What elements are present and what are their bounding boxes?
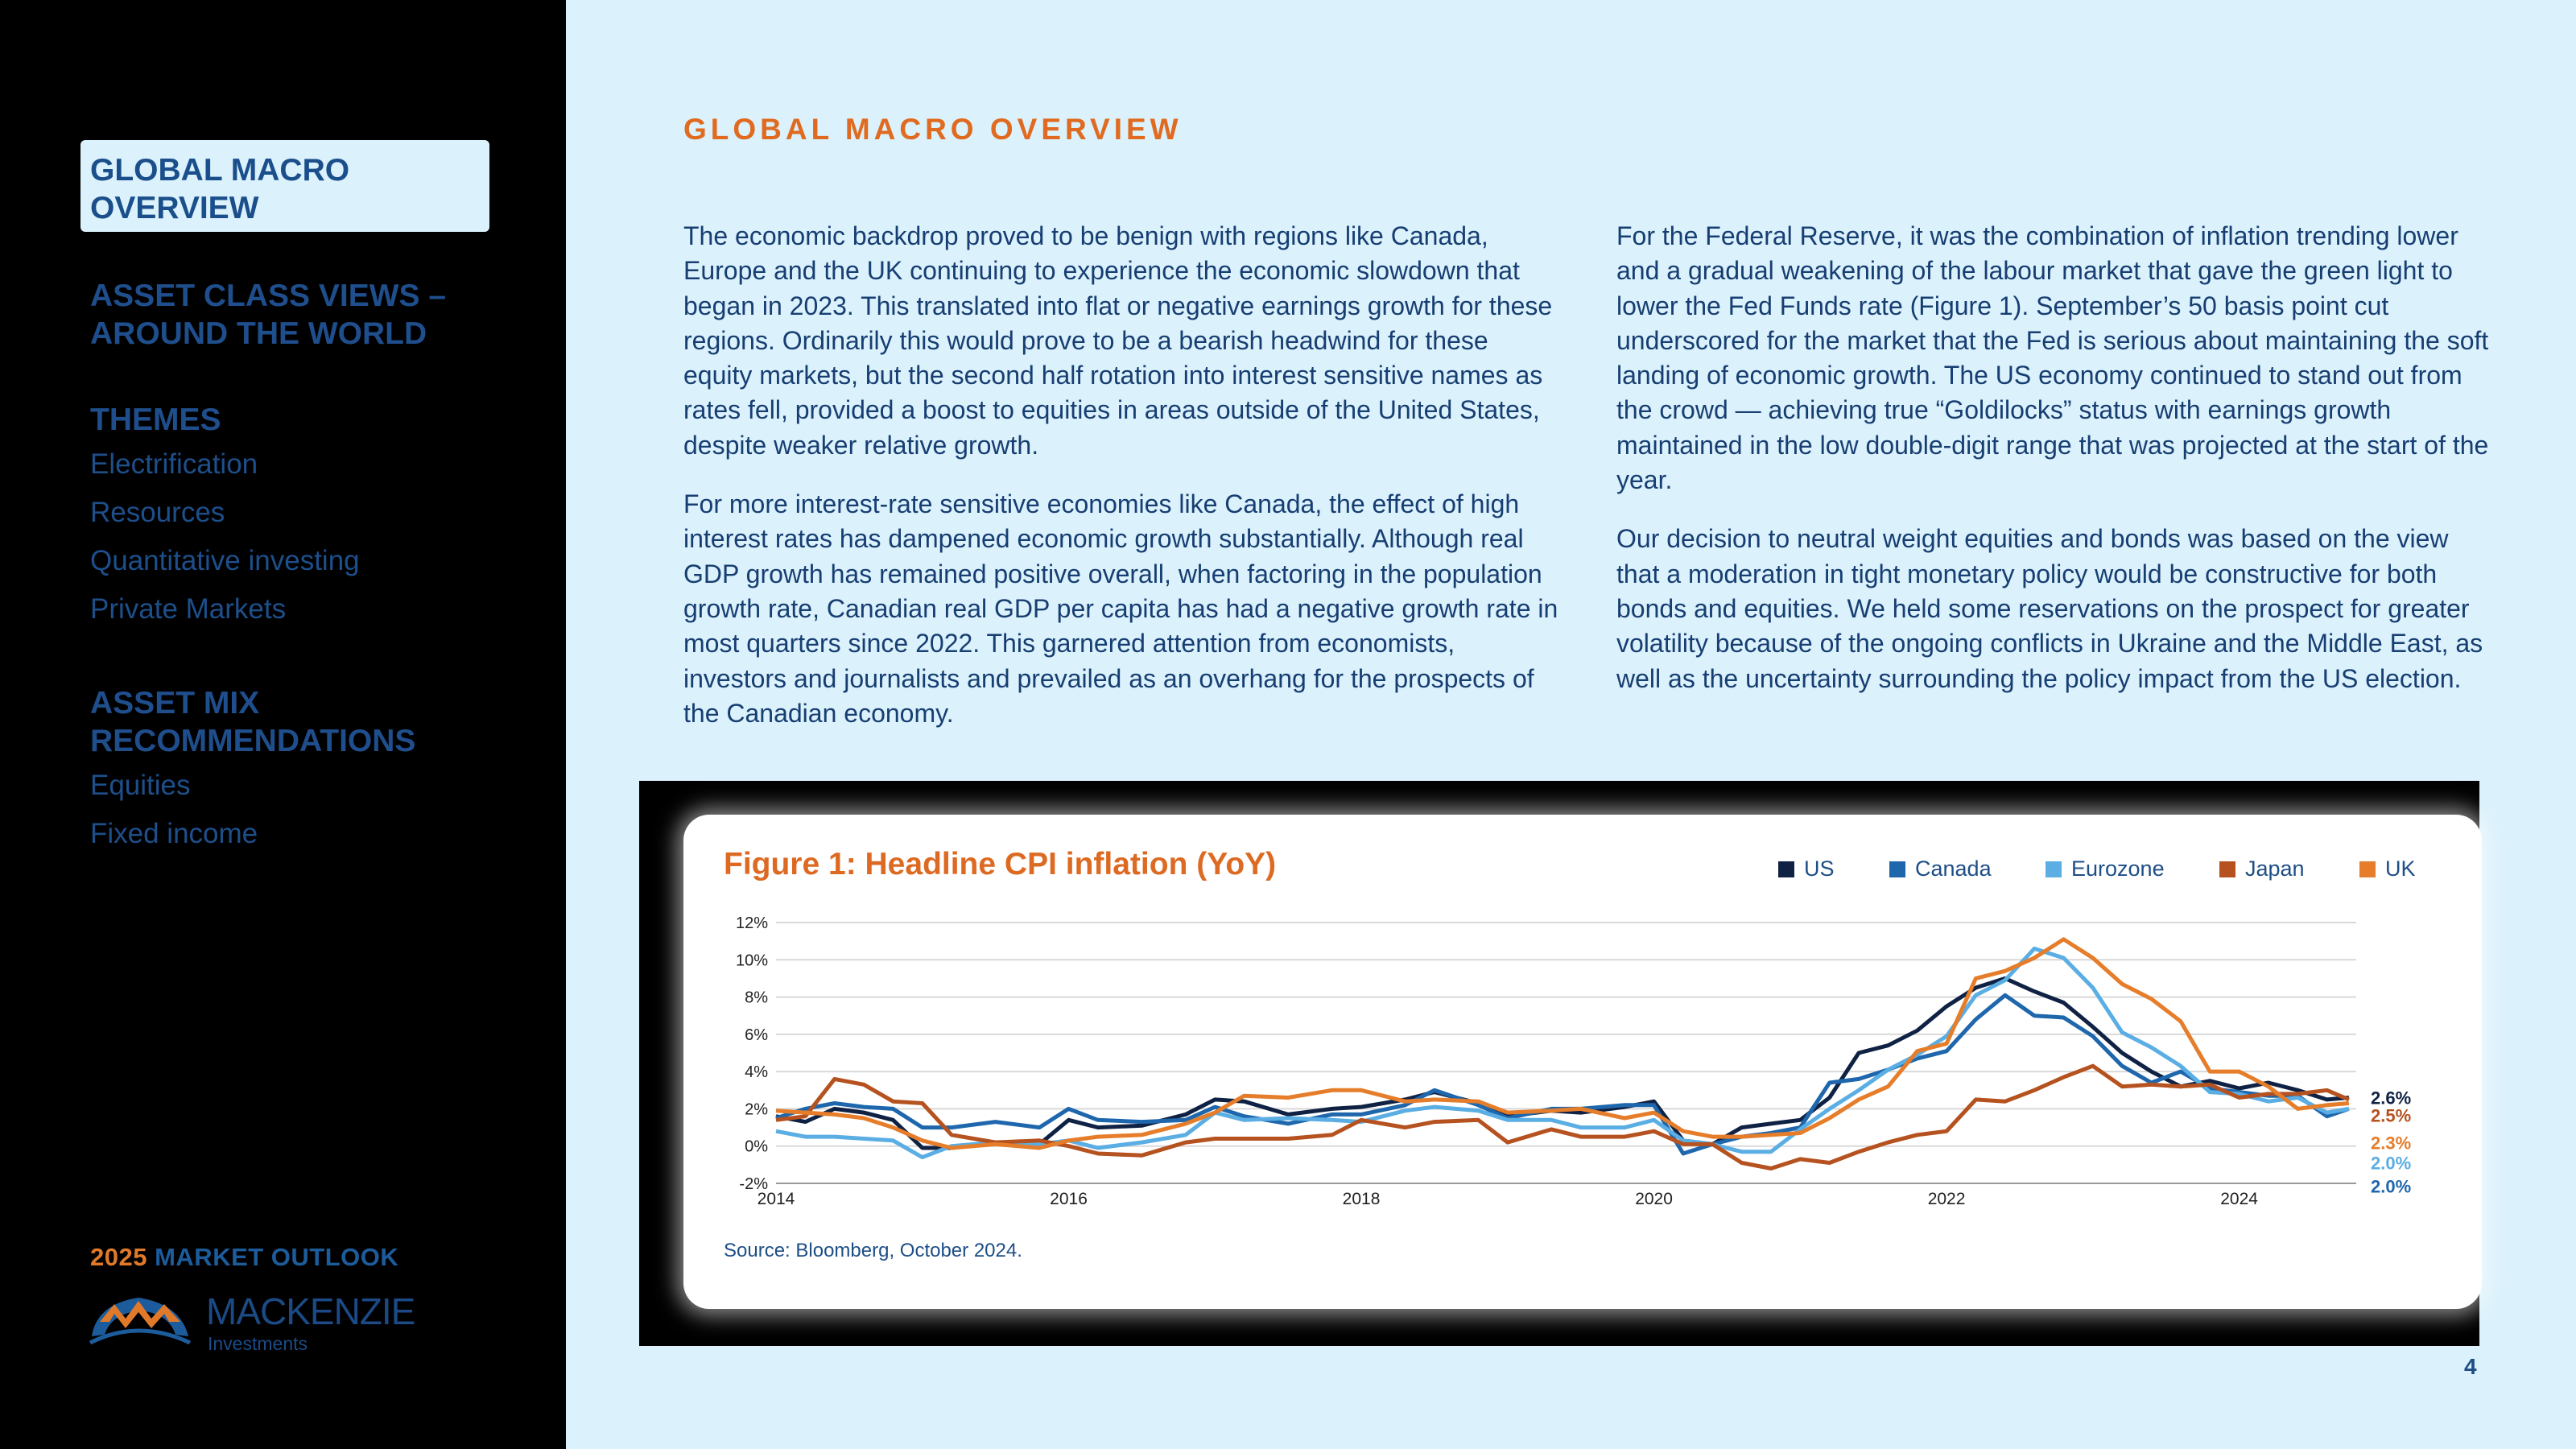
paragraph: For more interest-rate sensitive economies like Canada, the effect of high interest rates has dampened economic growth substantially. Although real GDP growth has remained positive overall, when factoring in the population growth rate, Canadian real GDP per capita has had a negative growth rate in most quarters since 2022. This garnered attention from economists, investors and journalists and prevailed as an overhang for the prospects of the Canadian economy. xyxy=(683,489,1558,728)
nav-item-private-markets[interactable]: Private Markets xyxy=(90,593,287,625)
nav-item-fixed-income[interactable]: Fixed income xyxy=(90,818,258,849)
mackenzie-logo-icon xyxy=(89,1286,193,1351)
paragraph: For the Federal Reserve, it was the combination of inflation trending lower and a gradual weakening of the labour market that gave the green light to lower the Fed Funds rate (Figure 1). September’s 50 basis point cut underscored for the market that the Fed is serious about maintaining the soft landing of economic growth. The US economy continued to stand out from the crowd — achieving true “Goldilocks” status with earnings growth maintained in the low double-digit range that was projected at the start of the year. xyxy=(1616,221,2489,495)
sidebar xyxy=(0,0,566,1449)
x-tick-label: 2024 xyxy=(2220,1190,2258,1208)
nav-item-resources[interactable]: Resources xyxy=(90,497,225,528)
nav-item-asset-class-views[interactable] xyxy=(90,277,541,353)
legend-label: Canada xyxy=(1915,857,1992,881)
nav-section-header[interactable]: ASSET MIX RECOMMENDATIONS xyxy=(90,686,416,758)
x-tick-label: 2018 xyxy=(1342,1190,1381,1208)
end-value-label-eurozone: 2.0% xyxy=(2371,1153,2412,1174)
nav-section-asset-mix xyxy=(90,684,493,858)
nav-section-header[interactable]: THEMES xyxy=(90,402,221,437)
nav-item-equities[interactable]: Equities xyxy=(90,770,191,801)
y-tick-label: 2% xyxy=(745,1100,768,1119)
y-tick-label: 10% xyxy=(735,952,768,970)
end-value-label-canada: 2.0% xyxy=(2371,1176,2412,1197)
x-tick-label: 2014 xyxy=(757,1190,795,1208)
page-number: 4 xyxy=(2464,1354,2477,1379)
x-tick-label: 2022 xyxy=(1927,1190,1966,1208)
legend-label: Eurozone xyxy=(2071,857,2165,881)
nav-item-global-macro-overview[interactable] xyxy=(80,140,489,232)
logo-wordmark: MACKENZIE xyxy=(206,1290,415,1332)
logo-subtitle: Investments xyxy=(208,1333,308,1354)
outlook-year: 2025 xyxy=(90,1243,147,1271)
nav-item-electrification[interactable]: Electrification xyxy=(90,448,258,480)
x-tick-label: 2016 xyxy=(1050,1190,1088,1208)
market-outlook-title xyxy=(90,1243,398,1272)
y-tick-label: 6% xyxy=(745,1026,768,1044)
figure-source: Source: Bloomberg, October 2024. xyxy=(724,1240,1022,1261)
mackenzie-logo xyxy=(89,1283,435,1356)
end-value-label-japan: 2.5% xyxy=(2371,1105,2412,1126)
y-tick-label: 0% xyxy=(745,1137,768,1156)
end-value-label-uk: 2.3% xyxy=(2371,1133,2412,1154)
paragraph: Our decision to neutral weight equities and bonds was based on the view that a moderation in tight monetary policy would be constructive for both bonds and equities. We held some reservations on the prospect for greater volatility because of the ongoing conflicts in Ukraine and the Middle East, as well as the uncertainty surrounding the policy impact from the US election. xyxy=(1616,524,2483,693)
y-tick-label: 8% xyxy=(745,989,768,1007)
nav-section-themes xyxy=(90,401,360,634)
y-tick-label: 4% xyxy=(745,1063,768,1082)
page-heading: GLOBAL MACRO OVERVIEW xyxy=(683,113,1183,146)
series-line-japan xyxy=(776,1066,2349,1168)
cpi-line-chart xyxy=(683,815,2482,1309)
outlook-label: MARKET OUTLOOK xyxy=(155,1243,399,1271)
paragraph: The economic backdrop proved to be benign with regions like Canada, Europe and the UK continuing to experience the economic slowdown that began in 2023. This translated into flat or negative earnings growth for these regions. Ordinarily this would prove to be a bearish headwind for these equity markets, but the second half rotation into interest sensitive names as rates fell, provided a boost to equities in areas outside of the United States, despite weaker relative growth. xyxy=(683,221,1553,460)
y-tick-label: 12% xyxy=(735,914,768,932)
nav-item-label: ASSET CLASS VIEWS – AROUND THE WORLD xyxy=(90,279,447,351)
legend-label: Japan xyxy=(2245,857,2305,881)
figure-card xyxy=(683,815,2482,1309)
end-value-label-us: 2.6% xyxy=(2371,1088,2412,1108)
nav-item-quantitative-investing[interactable]: Quantitative investing xyxy=(90,545,360,576)
y-tick-label: -2% xyxy=(739,1175,768,1193)
x-tick-label: 2020 xyxy=(1635,1190,1673,1208)
legend-label: UK xyxy=(2385,857,2416,881)
right-column xyxy=(1616,219,2494,720)
figure-title: Figure 1: Headline CPI inflation (YoY) xyxy=(724,847,1277,881)
nav-item-label: GLOBAL MACRO OVERVIEW xyxy=(90,153,350,225)
left-column xyxy=(683,219,1561,755)
legend-label: US xyxy=(1804,857,1835,881)
